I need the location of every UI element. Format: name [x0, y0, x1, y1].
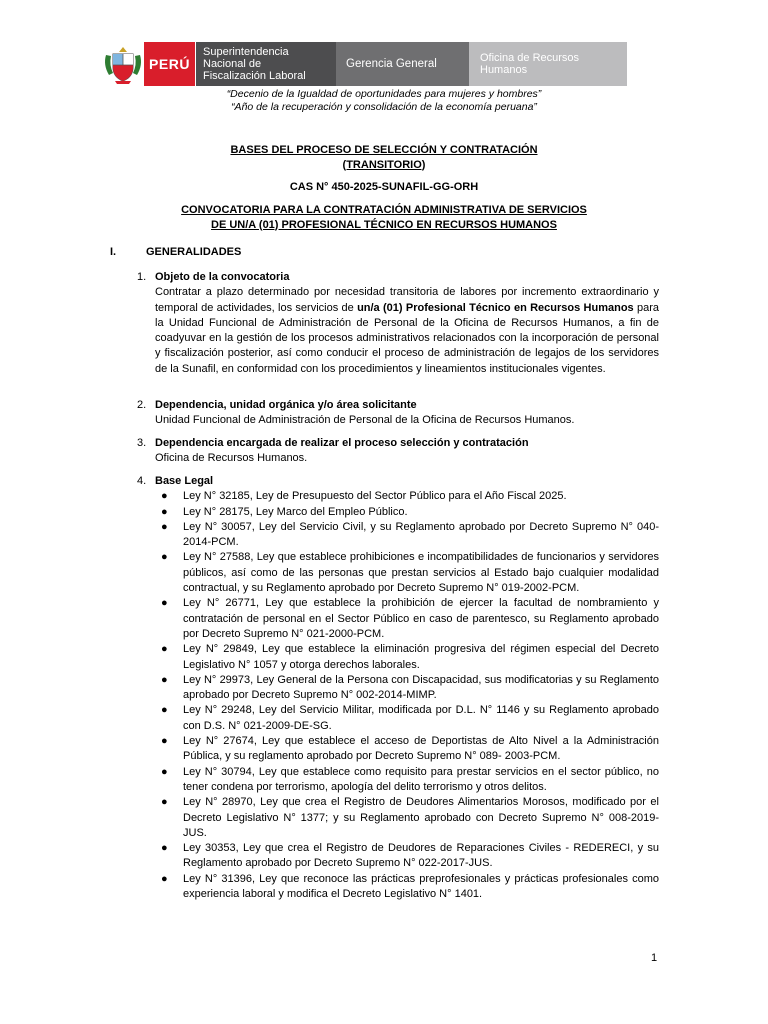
- list-item: [155, 841, 659, 872]
- convocatoria-title: [0, 203, 768, 232]
- item-base-legal: [137, 474, 659, 902]
- law-text: Ley 30353, Ley que crea el Registro de Deudores de Reparaciones Civiles - REDERECI, y su Reglamento aprobado por Decreto Supremo N° 022-2017-JUS.: [183, 842, 659, 870]
- item-number: 2.: [137, 399, 147, 411]
- list-item: [155, 673, 659, 704]
- list-item: [155, 765, 659, 796]
- bullet-icon: ●: [161, 490, 168, 503]
- coat-of-arms-icon: [102, 42, 144, 86]
- item-dependencia: [137, 398, 659, 429]
- item-number: 4.: [137, 475, 147, 487]
- bullet-icon: ●: [161, 597, 168, 610]
- gerencia-general-label: Gerencia General: [346, 58, 437, 70]
- sunafil-block: [196, 42, 336, 86]
- item-heading: Base Legal: [155, 475, 214, 487]
- gerencia-general-block: [336, 42, 469, 86]
- oficina-line: Oficina de Recursos: [480, 52, 580, 64]
- law-text: Ley N° 31396, Ley que reconoce las prácticas preprofesionales y prácticas profesionales como experiencia laboral y modifica el Decreto Legislativo N° 1401.: [183, 872, 659, 901]
- law-text: Ley N° 30057, Ley del Servicio Civil, y su Reglamento aprobado por Decreto Supremo N° 040-2014-PCM.: [183, 520, 659, 549]
- document-title: [0, 143, 768, 172]
- sunafil-line: Nacional de: [203, 58, 262, 70]
- law-text: Ley N° 27588, Ley que establece prohibiciones e incompatibilidades de funcionarios y servidores públicos, así como de las personas que prestan servicios al Estado bajo cualquier modalidad contractual, y su Reglamento aprobado por Decreto Supremo N° 019-2002-PCM.: [183, 551, 659, 595]
- law-text: Ley N° 26771, Ley que establece la prohibición de ejercer la facultad de nombramiento y contratación de personal en el Sector Público en caso de parentesco, su Reglamento aprobado por Decreto Supremo N° 021-2000-PCM.: [183, 597, 659, 640]
- convocatoria-line-2: DE UN/A (01) PROFESIONAL TÉCNICO EN RECURSOS HUMANOS: [211, 218, 557, 231]
- bullet-icon: ●: [161, 872, 168, 885]
- bullet-icon: ●: [161, 643, 168, 656]
- item-heading: Dependencia, unidad orgánica y/o área solicitante: [155, 399, 417, 411]
- bullet-icon: ●: [161, 796, 168, 809]
- list-item: [155, 489, 659, 504]
- peru-label: PERÚ: [144, 42, 196, 86]
- item-number: 3.: [137, 437, 147, 449]
- base-legal-list: [155, 489, 659, 902]
- body-text: para la Unidad Funcional de Administración de Personal de la Oficina de Recursos Humanos, a fin de coadyuvar en la gestión de los procesos administrativos relacionados con la incorporación de personal y fiscalización posterior, así como conducir el proceso de administración de legajos de los servidores de la Sunafil, en conformidad con los procedimientos y lineamientos institucionales vigentes.: [155, 301, 659, 375]
- list-item: [155, 734, 659, 765]
- list-item: [155, 520, 659, 551]
- section-title: GENERALIDADES: [146, 246, 242, 258]
- law-text: Ley N° 30794, Ley que establece como requisito para prestar servicios en el sector público, no tener condena por terrorismo, apología del delito terrorismo y otros delitos.: [183, 765, 659, 793]
- item-heading: Dependencia encargada de realizar el proceso selección y contratación: [155, 437, 529, 449]
- title-line-2: (TRANSITORIO): [342, 158, 426, 171]
- item-dependencia-encargada: [137, 436, 659, 467]
- item-body: Oficina de Recursos Humanos.: [155, 452, 308, 465]
- law-text: Ley N° 32185, Ley de Presupuesto del Sector Público para el Año Fiscal 2025.: [183, 490, 567, 503]
- convocatoria-line-1: CONVOCATORIA PARA LA CONTRATACIÓN ADMINISTRATIVA DE SERVICIOS: [181, 204, 587, 216]
- title-line-1: BASES DEL PROCESO DE SELECCIÓN Y CONTRATACIÓN: [230, 144, 538, 156]
- oficina-rrhh-block: [469, 42, 627, 86]
- law-text: Ley N° 28175, Ley Marco del Empleo Público.: [183, 505, 408, 518]
- law-text: Ley N° 29973, Ley General de la Persona con Discapacidad, sus modificatorias y su Reglamento aprobado por Decreto Supremo N° 002-2014-MIMP.: [183, 673, 659, 702]
- section-number: I.: [110, 246, 117, 258]
- body-text: Contratar a plazo determinado por necesidad transitoria de labores por incremento extraordinario y temporal de actividades, los servicios de: [155, 286, 659, 314]
- law-text: Ley N° 27674, Ley que establece el acceso de Deportistas de Alto Nivel a la Administración Pública, y su reglamento aprobado por Decreto Supremo N° 089- 2003-PCM.: [183, 735, 659, 763]
- law-text: Ley N° 28970, Ley que crea el Registro de Deudores Alimentarios Morosos, modificado por el Decreto Legislativo N° 1377; y su Reglamento aprobado con Decreto Supremo N° 008-2019-JUS.: [183, 796, 659, 839]
- item-body: Unidad Funcional de Administración de Personal de la Oficina de Recursos Humanos.: [155, 414, 575, 427]
- bullet-icon: ●: [161, 673, 168, 686]
- list-item: [155, 596, 659, 642]
- item-body: [155, 285, 659, 377]
- cas-label: CAS N° 450-2025-SUNAFIL-GG-ORH: [289, 181, 479, 193]
- law-text: Ley N° 29248, Ley del Servicio Militar, modificada por D.L. N° 1146 y su Reglamento aprobado con D.S. N° 021-2009-DE-SG.: [183, 704, 659, 732]
- bullet-icon: ●: [161, 842, 168, 855]
- bullet-icon: ●: [161, 704, 168, 717]
- item-heading: Objeto de la convocatoria: [155, 271, 290, 283]
- item-number: 1.: [137, 271, 147, 283]
- list-item: [155, 795, 659, 841]
- bullet-icon: ●: [161, 735, 168, 748]
- list-item: [155, 550, 659, 596]
- page-number: 1: [651, 952, 658, 964]
- oficina-line: Humanos: [480, 64, 528, 76]
- list-item: [155, 872, 659, 903]
- sunafil-line: Fiscalización Laboral: [203, 70, 306, 82]
- decenio-line: “Decenio de la Igualdad de oportunidades para mujeres y hombres”: [226, 88, 542, 100]
- item-objeto: [137, 270, 659, 377]
- list-item: [155, 642, 659, 673]
- bullet-icon: ●: [161, 520, 168, 533]
- body-bold-text: un/a (01) Profesional Técnico en Recursos Humanos: [357, 301, 634, 314]
- institutional-header: [102, 42, 627, 86]
- list-item: [155, 505, 659, 520]
- bullet-icon: ●: [161, 505, 168, 518]
- section-heading: [110, 246, 241, 258]
- year-line: “Año de la recuperación y consolidación de la economía peruana”: [231, 101, 537, 113]
- sunafil-line: Superintendencia: [203, 46, 289, 58]
- law-text: Ley N° 29849, Ley que establece la eliminación progresiva del régimen especial del Decreto Legislativo N° 1057 y otorga derechos laborales.: [183, 643, 659, 671]
- list-item: [155, 703, 659, 734]
- bullet-icon: ●: [161, 765, 168, 778]
- decenio-motto: [0, 88, 768, 114]
- cas-number: [0, 180, 768, 195]
- bullet-icon: ●: [161, 551, 168, 564]
